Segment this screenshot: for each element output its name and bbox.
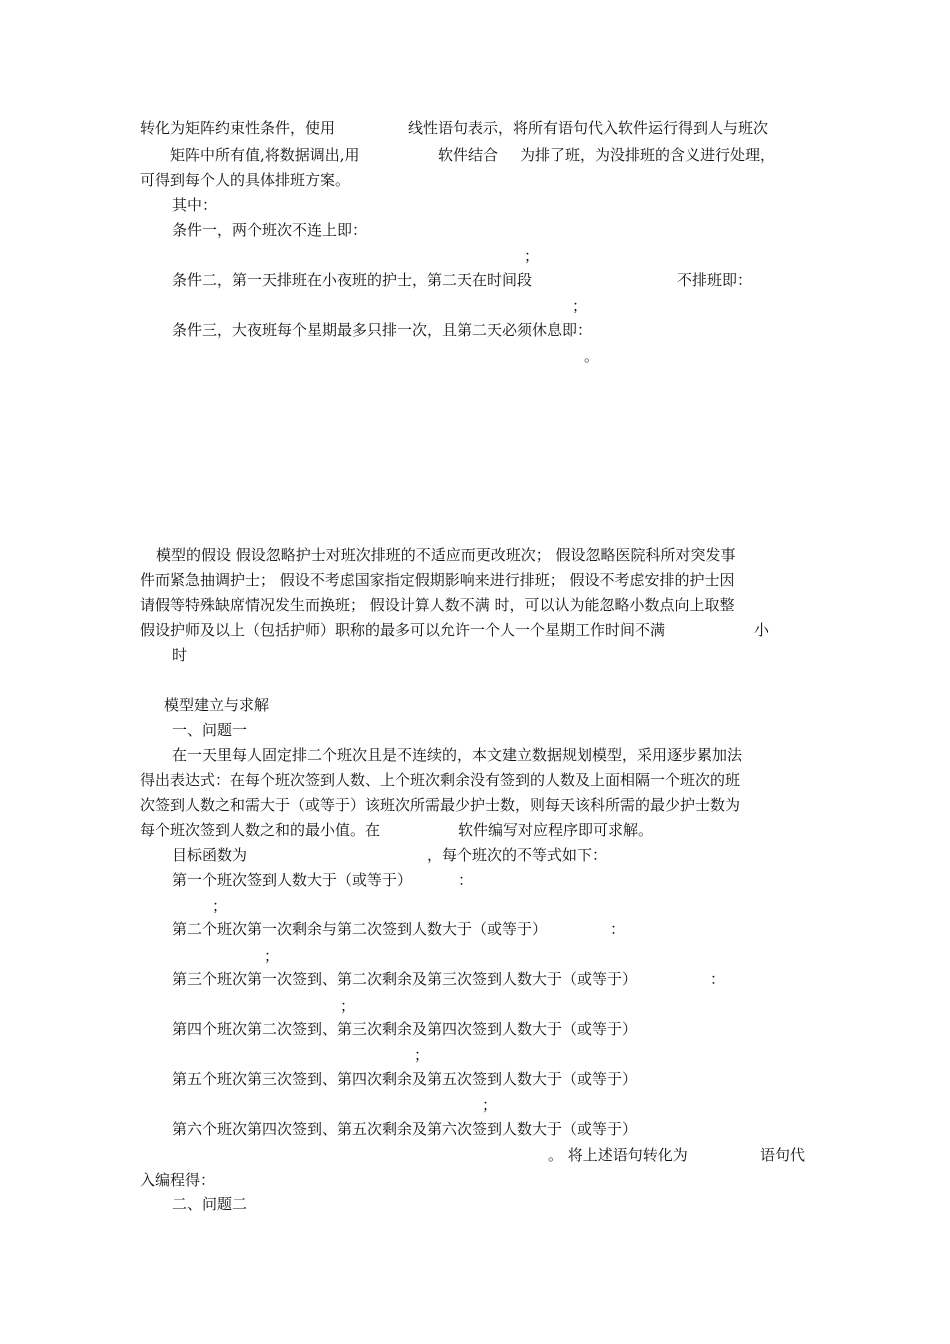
equation-end-semicolon: ； [482, 1096, 498, 1114]
subsection-heading: 二、问题二 [172, 1195, 248, 1213]
assumptions-line-2: 件而紧急抽调护士； 假设不考虑国家指定假期影响来进行排班； 假设不考虑安排的护士因 [140, 571, 735, 589]
paragraph-line-4: 其中： [172, 196, 218, 214]
constraint-line: 第四个班次第二次签到、第三次剩余及第四次签到人数大于（或等于） [172, 1020, 638, 1038]
text-segment: 软件编写对应程序即可求解。 [458, 821, 654, 839]
text-segment: 第一个班次签到人数大于（或等于） [172, 871, 413, 889]
condition-three: 条件三，大夜班每个星期最多只排一次，且第二天必须休息即： [172, 321, 593, 339]
text-segment: 线性语句表示，将所有语句代入软件运行得到人与班次 [408, 119, 769, 137]
equation-end-semicolon: ； [340, 997, 356, 1015]
equation-end-semicolon: ； [212, 897, 228, 915]
condition-one: 条件一，两个班次不连上即： [172, 221, 368, 239]
text-segment: 矩阵中所有值,将数据调出,用 [170, 146, 360, 164]
text-segment: 每个班次签到人数之和的最小值。在 [140, 821, 381, 839]
text-segment: 软件结合 [438, 146, 499, 164]
section-heading: 模型建立与求解 [164, 696, 270, 714]
text-segment: 。 将上述语句转化为 [548, 1146, 688, 1164]
paragraph-line: 入编程得： [140, 1171, 216, 1189]
text-segment: ： [458, 871, 474, 889]
text-segment: ，每个班次的不等式如下： [427, 846, 608, 864]
equation-end-period: 。 [584, 347, 600, 365]
text-segment: 第二个班次第一次剩余与第二次签到人数大于（或等于） [172, 920, 548, 938]
paragraph-line-3: 可得到每个人的具体排班方案。 [140, 171, 351, 189]
assumptions-line-1: 模型的假设 假设忽略护士对班次排班的不适应而更改班次； 假设忽略医院科所对突发事 [156, 546, 736, 564]
equation-end-semicolon: ； [414, 1046, 430, 1064]
text-segment: 假设护师及以上（包括护师）职称的最多可以允许一个人一个星期工作时间不满 [140, 621, 666, 639]
equation-end-semicolon: ； [264, 947, 280, 965]
paragraph-line: 次签到人数之和需大于（或等于）该班次所需最少护士数，则每天该科所需的最少护士数为 [140, 796, 741, 814]
text-segment: 语句代 [760, 1146, 806, 1164]
equation-end-semicolon: ； [524, 247, 540, 265]
text-segment: ： [710, 970, 726, 988]
text-segment: 小 [754, 621, 770, 639]
text-segment: 目标函数为 [172, 846, 248, 864]
subsection-heading: 一、问题一 [172, 721, 248, 739]
text-segment: 不排班即： [677, 271, 753, 289]
constraint-line: 第六个班次第四次签到、第五次剩余及第六次签到人数大于（或等于） [172, 1120, 638, 1138]
text-segment: 条件二，第一天排班在小夜班的护士，第二天在时间段 [172, 271, 533, 289]
paragraph-line: 在一天里每人固定排二个班次且是不连续的，本文建立数据规划模型，采用逐步累加法 [172, 746, 743, 764]
text-segment: 转化为矩阵约束性条件，使用 [140, 119, 336, 137]
equation-end-semicolon: ； [572, 297, 588, 315]
assumptions-line-3: 请假等特殊缺席情况发生而换班； 假设计算人数不满 时，可以认为能忽略小数点向上取整 [140, 596, 735, 614]
assumptions-line-5: 时 [172, 646, 188, 664]
text-segment: 为排了班，为没排班的含义进行处理， [520, 146, 776, 164]
text-segment: 第三个班次第一次签到、第二次剩余及第三次签到人数大于（或等于） [172, 970, 638, 988]
constraint-line: 第五个班次第三次签到、第四次剩余及第五次签到人数大于（或等于） [172, 1070, 638, 1088]
text-segment: ： [610, 920, 626, 938]
paragraph-line: 得出表达式：在每个班次签到人数、上个班次剩余没有签到的人数及上面相隔一个班次的班 [140, 771, 741, 789]
